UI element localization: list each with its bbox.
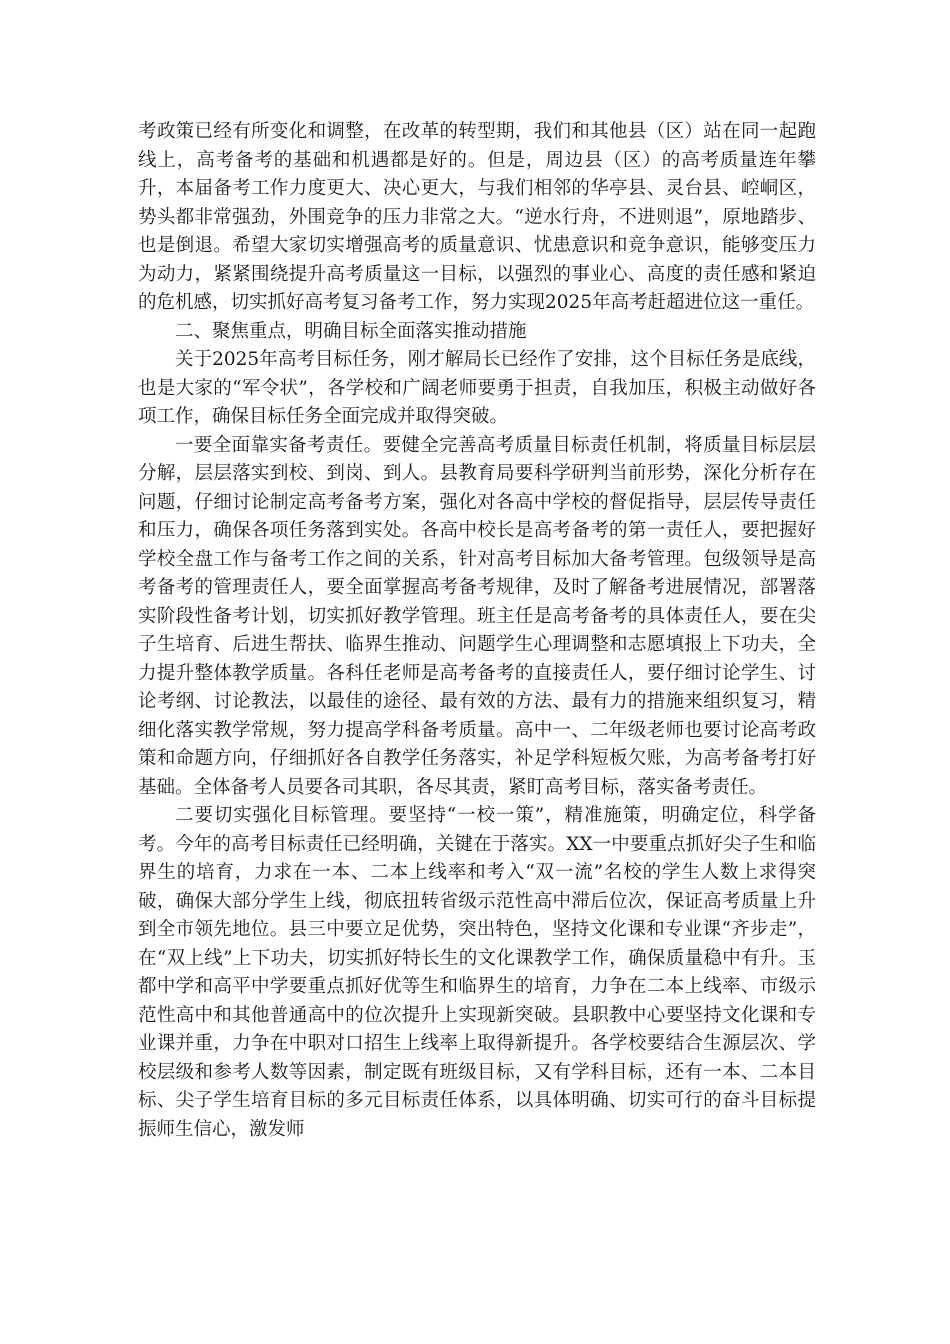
paragraph-continuation: 考政策已经有所变化和调整，在改革的转型期，我们和其他县（区）站在同一起跑线上，高考备考的基础和机遇都是好的。但是，周边县（区）的高考质量连年攀升，本届备考工作力度更大、决心更大，与我们相邻的华亭县、灵台县、崆峒区，势头都非常强劲，外围竞争的压力非常之大。“逆水行舟，不进则退”，原地踏步、也是倒退。希望大家切实增强高考的质量意识、忧患意识和竞争意识，能够变压力为动力，紧紧围绕提升高考质量这一目标，以强烈的事业心、高度的责任感和紧迫的危机感，切实抓好高考复习备考工作，努力实现2025年高考赶超进位这一重任。 xyxy=(138,121,816,313)
section-heading: 二、聚焦重点，明确目标全面落实推动措施 xyxy=(175,320,527,342)
paragraph-target-task: 关于2025年高考目标任务，刚才解局长已经作了安排，这个目标任务是底线，也是大家的“军令状”，各学校和广阔老师要勇于担责，自我加压，积极主动做好各项工作，确保目标任务全面完成并取得突破。 xyxy=(138,349,816,427)
paragraph-responsibility: 一要全面靠实备考责任。要健全完善高考质量目标责任机制，将质量目标层层分解，层层落实到校、到岗、到人。县教育局要科学研判当前形势，深化分析存在问题，仔细讨论制定高考备考方案，强化对各高中学校的督促指导，层层传导责任和压力，确保各项任务落到实处。各高中校长是高考备考的第一责任人，要把握好学校全盘工作与备考工作之间的关系，针对高考目标加大备考管理。包级领导是高考备考的管理责任人，要全面掌握高考备考规律，及时了解备考进展情况，部署落实阶段性备考计划，切实抓好教学管理。班主任是高考备考的具体责任人，要在尖子生培育、后进生帮扶、临界生推动、问题学生心理调整和志愿填报上下功夫，全力提升整体教学质量。各科任老师是高考备考的直接责任人，要仔细讨论学生、讨论考纲、讨论教法，以最佳的途径、最有效的方法、最有力的措施来组织复习，精细化落实教学常规，努力提高学科备考质量。高中一、二年级老师也要讨论高考政策和命题方向，仔细抓好各自教学任务落实，补足学科短板欠账，为高考备考打好基础。全体备考人员要各司其职，各尽其责，紧盯高考目标，落实备考责任。 xyxy=(138,434,816,798)
document-page xyxy=(138,118,816,1144)
paragraph-target-management: 二要切实强化目标管理。要坚持“一校一策”，精准施策，明确定位，科学备考。今年的高考目标责任已经明确，关键在于落实。XX一中要重点抓好尖子生和临界生的培育，力求在一本、二本上线率和考入“双一流”名校的学生人数上求得突破，确保大部分学生上线，彻底扭转省级示范性高中滞后位次，保证高考质量上升到全市领先地位。县三中要立足优势，突出特色，坚持文化课和专业课“齐步走”，在“双上线”上下功夫，切实抓好特长生的文化课教学工作，确保质量稳中有升。玉都中学和高平中学要重点抓好优等生和临界生的培育，力争在二本上线率、市级示范性高中和其他普通高中的位次提升上实现新突破。县职教中心要坚持文化课和专业课并重，力争在中职对口招生上线率上取得新提升。各学校要结合生源层次、学校层级和参考人数等因素，制定既有班级目标，又有学科目标，还有一本、二本目标、尖子学生培育目标的多元目标责任体系，以具体明确、切实可行的奋斗目标提振师生信心，激发师 xyxy=(138,805,816,1140)
